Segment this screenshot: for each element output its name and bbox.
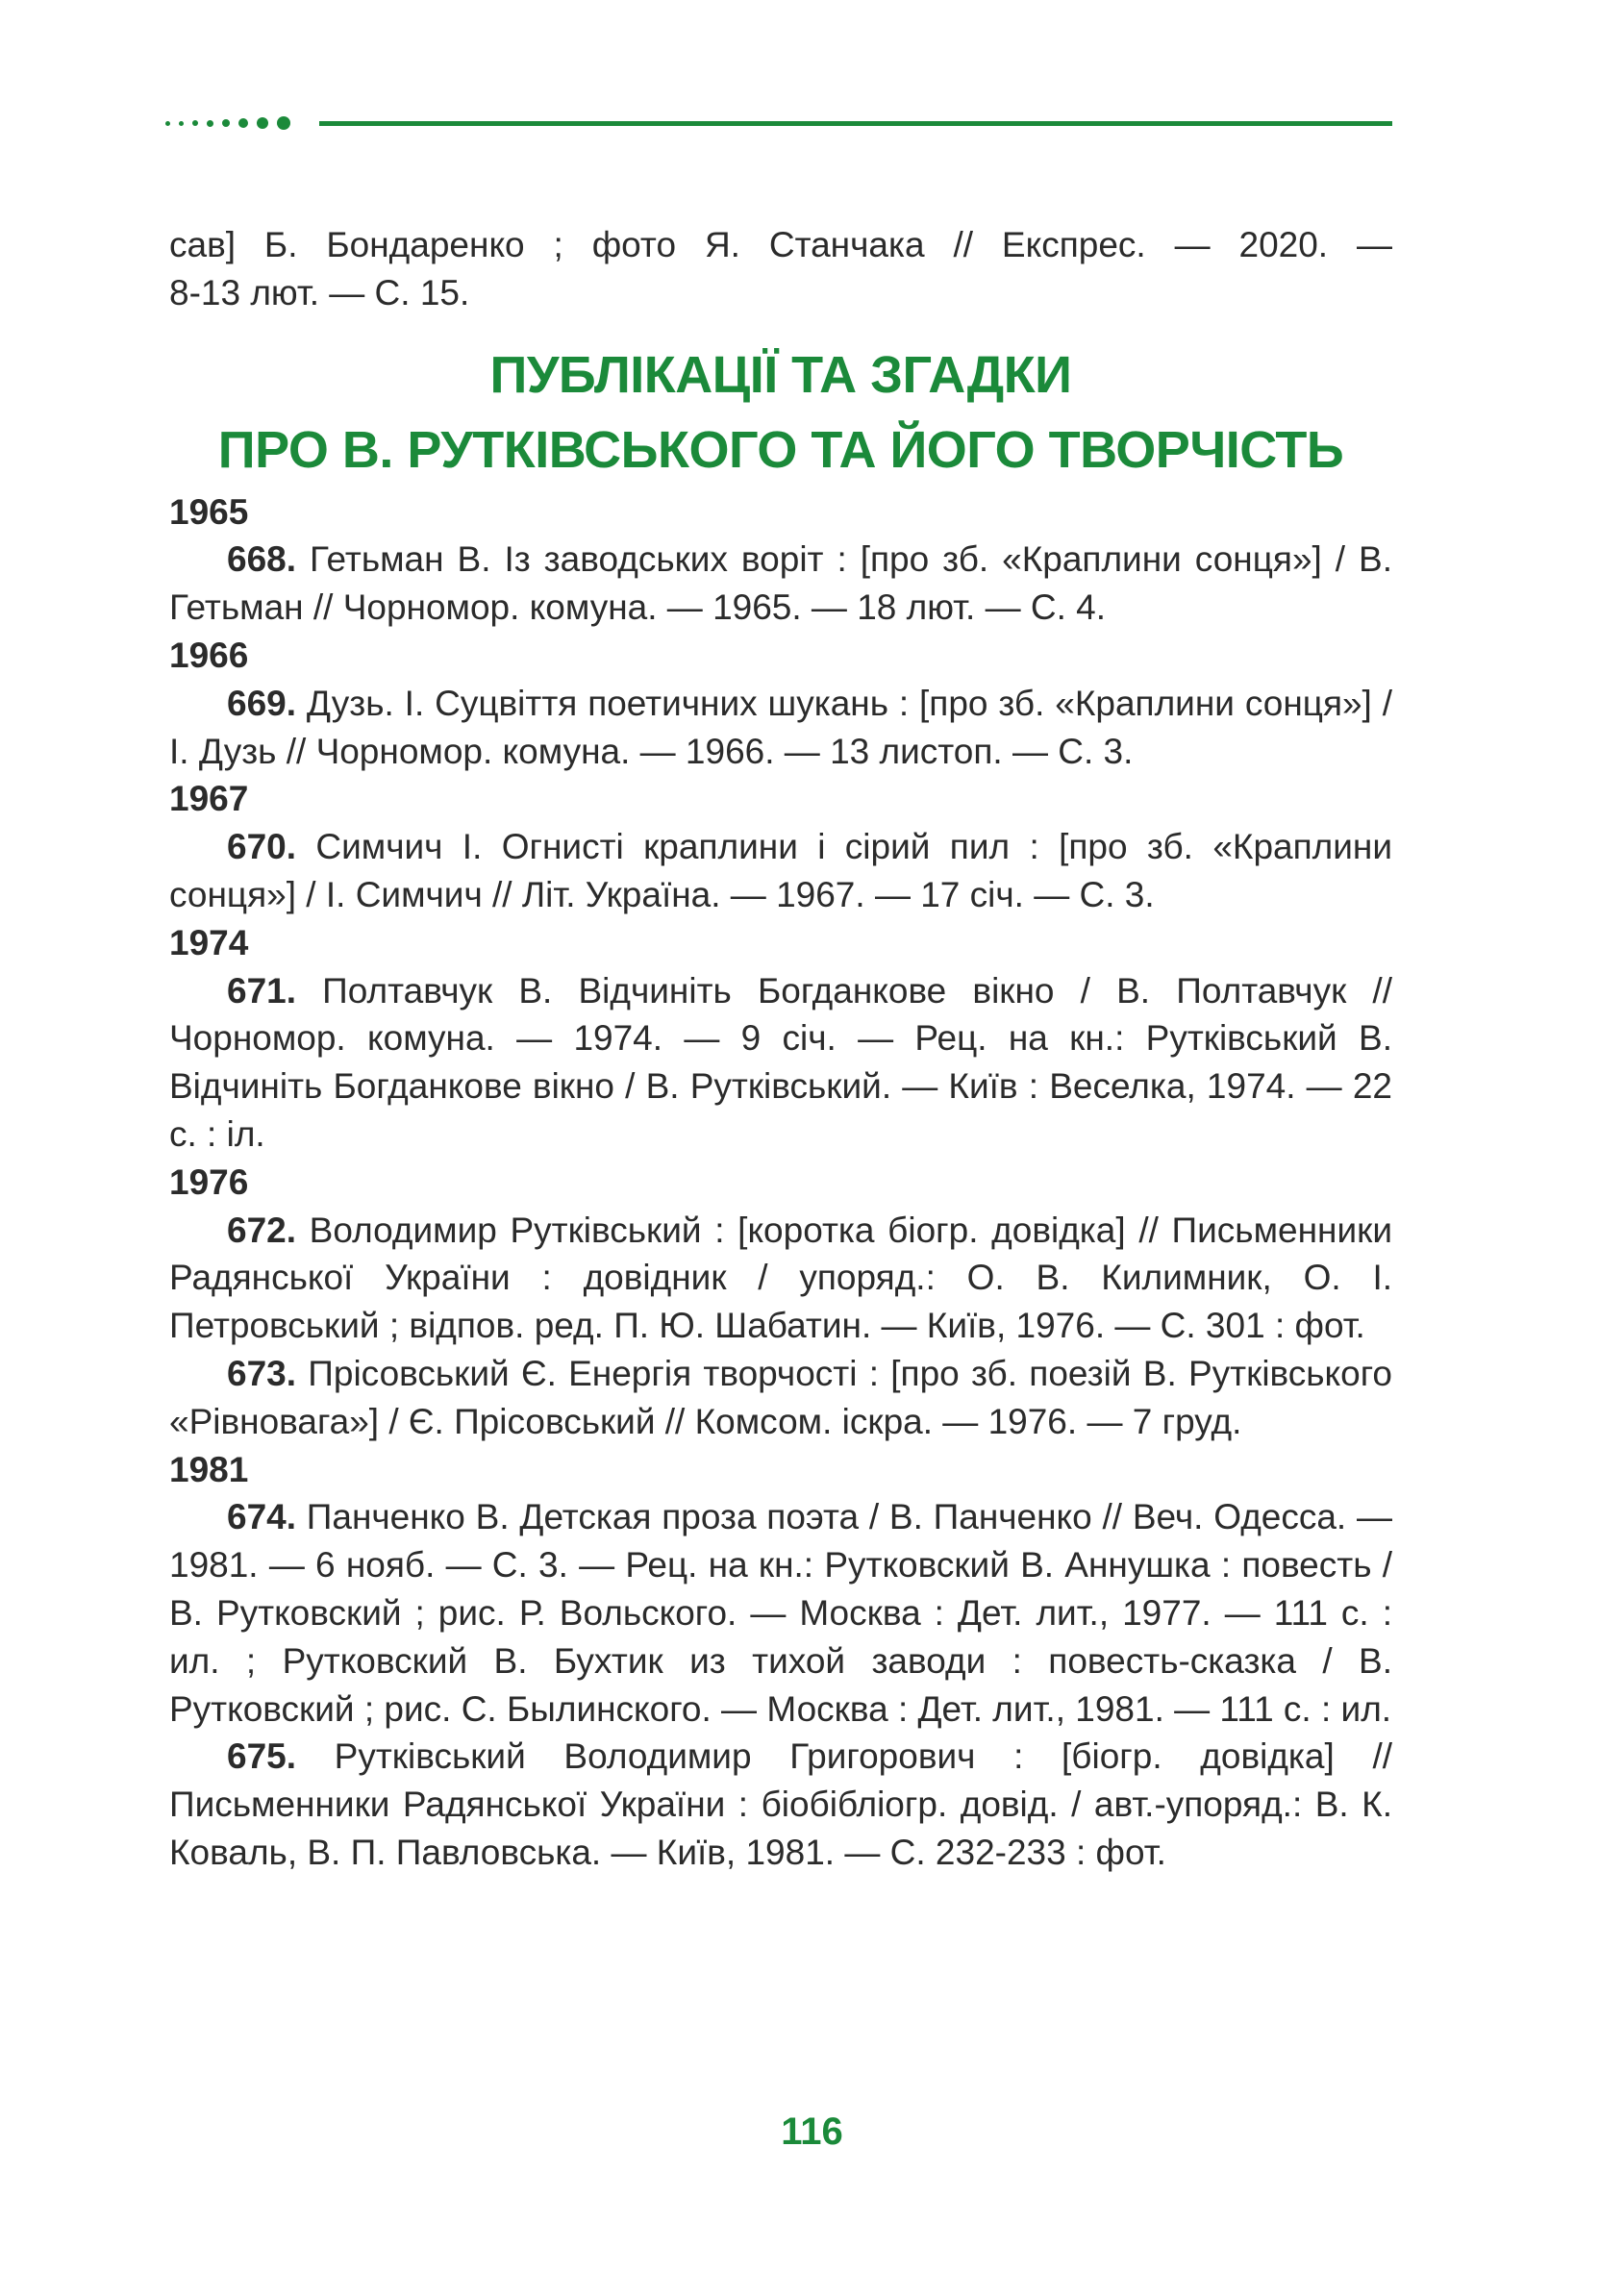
main-content <box>169 221 1392 1877</box>
entry-text: Дузь. І. Суцвіття поетичних шукань : [про зб. «Краплини сонця»] / І. Дузь // Чорномор. комуна. — 1966. — 13 листоп. — С. 3. <box>169 683 1392 771</box>
entry-text: Рутківський Володимир Григорович : [біогр. довідка] // Письменники Радянської України : біобібліогр. довід. / авт.-упоряд.: В. К. Коваль, В. П. Павловська. — Київ, 1981. — С. 232-233 : фот. <box>169 1736 1392 1872</box>
entry-number: 673. <box>227 1353 297 1393</box>
year-heading: 1981 <box>169 1449 249 1489</box>
bibliography-entry <box>169 967 1392 1159</box>
header-ornament <box>165 115 1392 131</box>
entry-number: 672. <box>227 1210 297 1250</box>
bibliography-entry <box>169 536 1392 632</box>
entry-text: Панченко В. Детская проза поэта / В. Панченко // Веч. Одесса. — 1981. — 6 нояб. — С. 3. — Рец. на кн.: Рутковский В. Аннушка : повесть / В. Рутковский ; рис. Р. Вольского. — Москва : Дет. лит., 1977. — 111 с. : ил. ; Рутковский В. Бухтик из тихой заводи : повесть-сказка / В. Рутковский ; рис. С. Былинского. — Москва : Дет. лит., 1981. — 111 с. : ил. <box>169 1497 1392 1729</box>
bibliography-entry <box>169 823 1392 919</box>
year-heading: 1976 <box>169 1161 249 1202</box>
continuation-line-1: сав] Б. Бондаренко ; фото Я. Станчака // Експрес. — 2020. — <box>169 225 1392 264</box>
bibliography-entry <box>169 1733 1392 1876</box>
year-heading: 1965 <box>169 491 249 532</box>
bibliography-entry <box>169 1493 1392 1733</box>
page-number: 116 <box>781 2110 843 2153</box>
ornament-rule <box>319 121 1392 126</box>
entry-text: Гетьман В. Із заводських воріт : [про зб. «Краплини сонця»] / В. Гетьман // Чорномор. комуна. — 1965. — 18 лют. — С. 4. <box>169 539 1392 628</box>
entry-number: 671. <box>227 970 297 1011</box>
bibliography-list <box>169 488 1392 1877</box>
bibliography-entry <box>169 1350 1392 1446</box>
entry-number: 669. <box>227 683 297 723</box>
entry-text: Володимир Рутківський : [коротка біогр. довідка] // Письменники Радянської України : довідник / упоряд.: О. В. Килимник, О. І. Петровський ; відпов. ред. П. Ю. Шабатин. — Київ, 1976. — С. 301 : фот. <box>169 1210 1392 1346</box>
bibliography-entry <box>169 1207 1392 1350</box>
entry-number: 674. <box>227 1497 297 1537</box>
entry-text: Полтавчук В. Відчиніть Богданкове вікно / В. Полтавчук // Чорномор. комуна. — 1974. — 9 січ. — Рец. на кн.: Рутківський В. Відчиніть Богданкове вікно / В. Рутківський. — Київ : Веселка, 1974. — 22 с. : іл. <box>169 970 1392 1154</box>
entry-number: 675. <box>227 1736 297 1777</box>
entry-text: Прісовський Є. Енергія творчості : [про зб. поезій В. Рутківського «Рівновага»] / Є. Прісовський // Комсом. іскра. — 1976. — 7 груд. <box>169 1353 1392 1441</box>
year-heading: 1967 <box>169 779 249 819</box>
heading-line-2: ПРО В. РУТКІВСЬКОГО ТА ЙОГО ТВОРЧІСТЬ <box>217 420 1344 479</box>
continuation-line-2: 8-13 лют. — С. 15. <box>169 272 470 312</box>
entry-number: 668. <box>227 539 297 580</box>
entry-text: Симчич І. Огнисті краплини і сірий пил : [про зб. «Краплини сонця»] / І. Симчич // Літ. Україна. — 1967. — 17 січ. — С. 3. <box>169 827 1392 914</box>
ornament-dots <box>165 115 299 131</box>
entry-number: 670. <box>227 827 297 867</box>
year-heading: 1966 <box>169 635 249 675</box>
heading-line-1: ПУБЛІКАЦІЇ ТА ЗГАДКИ <box>489 345 1072 404</box>
year-heading: 1974 <box>169 922 249 962</box>
section-heading <box>169 337 1392 488</box>
bibliography-entry <box>169 680 1392 776</box>
